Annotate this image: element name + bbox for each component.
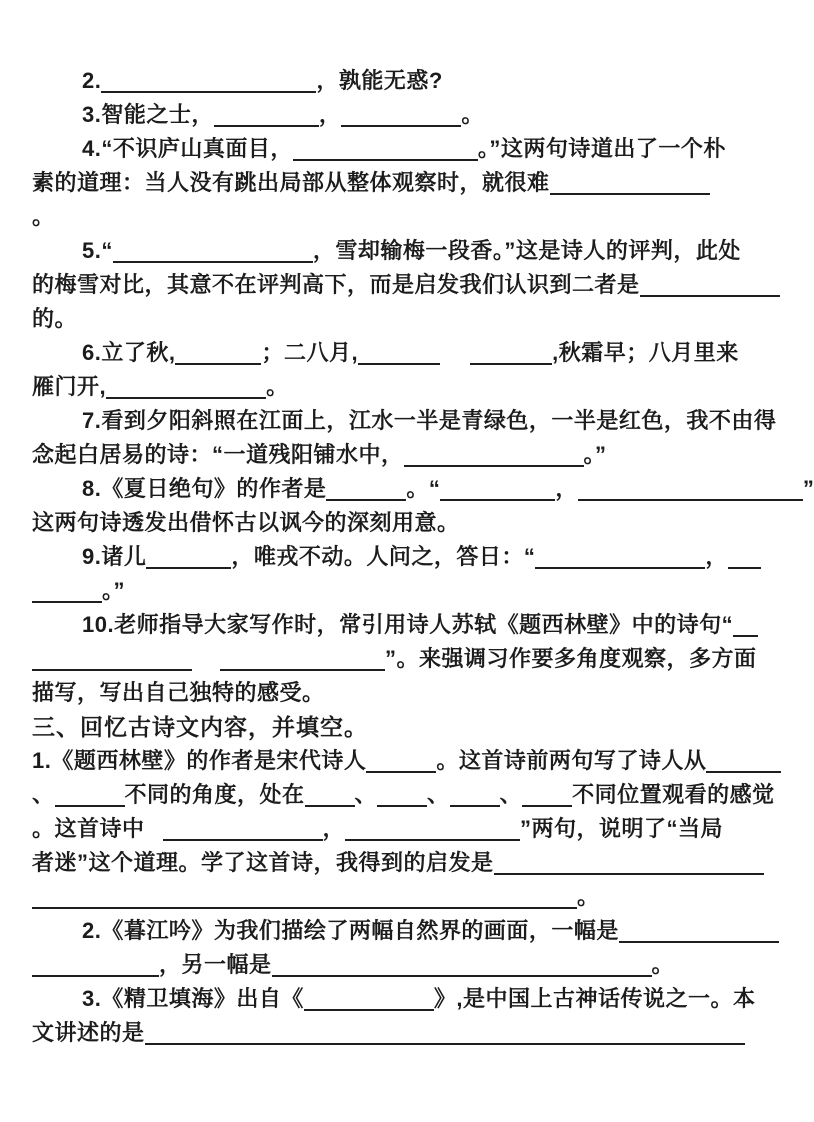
fill-in-blank-underline	[733, 625, 758, 637]
document-line	[32, 200, 777, 234]
text-run: 。	[266, 374, 289, 399]
document-line	[32, 404, 777, 438]
text-run: ，	[555, 476, 578, 501]
fill-in-blank-underline	[220, 659, 385, 671]
fill-in-blank-underline	[535, 557, 705, 569]
fill-in-blank-underline	[470, 353, 552, 365]
document-line	[32, 166, 777, 200]
text-run: 。“	[406, 476, 441, 501]
fill-in-blank-underline	[640, 285, 780, 297]
fill-in-blank-underline	[146, 557, 231, 569]
text-run: 10.老师指导大家写作时，常引用诗人苏轼《题西林壁》中的诗句“	[82, 612, 734, 637]
document-line	[32, 302, 777, 336]
fill-in-blank-underline	[522, 795, 572, 807]
document-line	[32, 336, 777, 370]
fill-in-blank-underline	[728, 557, 761, 569]
document-line	[32, 608, 777, 642]
text-run: ，	[705, 544, 728, 569]
fill-in-blank-underline	[32, 897, 577, 909]
document-line	[32, 234, 777, 268]
text-run: 3.智能之士，	[82, 102, 214, 127]
text-run: 不同位置观看的感觉	[572, 782, 775, 807]
text-run: ；二八月,	[261, 340, 359, 365]
text-run: ,秋霜早；八月里来	[552, 340, 739, 365]
text-run: ，	[318, 102, 342, 127]
gap-spacer	[440, 356, 470, 360]
text-run: 念起白居易的诗：“一道残阳铺水中，	[32, 442, 404, 467]
fill-in-blank-underline	[214, 115, 319, 127]
fill-in-blank-underline	[404, 455, 584, 467]
fill-in-blank-underline	[113, 251, 313, 263]
fill-in-blank-underline	[550, 183, 710, 195]
text-run: 文讲述的是	[32, 1020, 145, 1045]
text-run: 5.“	[82, 238, 113, 263]
text-run: 、	[427, 782, 450, 807]
text-run: 这两句诗透发出借怀古以讽今的深刻用意。	[32, 510, 460, 535]
document-line	[32, 846, 777, 880]
worksheet-page	[32, 64, 814, 1050]
text-run: ，	[322, 816, 346, 841]
text-run: 。”	[102, 578, 126, 603]
fill-in-blank-underline	[578, 489, 803, 501]
fill-in-blank-underline	[55, 795, 125, 807]
text-run: 。	[461, 102, 484, 127]
fill-in-blank-underline	[345, 829, 520, 841]
text-run: 。这首诗中	[32, 816, 145, 841]
document-line	[32, 778, 777, 812]
text-run: 。	[577, 884, 600, 909]
text-run: 的梅雪对比，其意不在评判高下，而是启发我们认识到二者是	[32, 272, 640, 297]
text-run: 描写，写出自己独特的感受。	[32, 680, 325, 705]
text-run: 者迷”这个道理。学了这首诗，我得到的启发是	[32, 850, 494, 875]
fill-in-blank-underline	[272, 965, 652, 977]
text-run: 、	[32, 782, 55, 807]
document-line	[32, 370, 777, 404]
fill-in-blank-underline	[145, 1033, 745, 1045]
fill-in-blank-underline	[341, 115, 461, 127]
fill-in-blank-underline	[293, 149, 478, 161]
fill-in-blank-underline	[101, 81, 316, 93]
text-run: 2.	[82, 68, 102, 93]
fill-in-blank-underline	[440, 489, 555, 501]
document-line	[32, 506, 777, 540]
document-line	[32, 948, 777, 982]
text-run: 。	[651, 952, 675, 977]
text-run: 、	[499, 782, 523, 807]
fill-in-blank-underline	[494, 863, 764, 875]
document-line	[32, 574, 777, 608]
text-run: ”	[802, 476, 814, 501]
text-run: 2.《暮江吟》为我们描绘了两幅自然界的画面，一幅是	[82, 918, 619, 943]
fill-in-blank-underline	[366, 761, 436, 773]
document-line	[32, 438, 777, 472]
gap-spacer	[145, 832, 163, 836]
document-line	[32, 98, 777, 132]
text-run: 。”这两句诗道出了一个朴	[477, 136, 726, 161]
text-run: 素的道理：当人没有跳出局部从整体观察时，就很难	[32, 170, 550, 195]
text-run: 3.《精卫填海》出自《	[82, 986, 304, 1011]
document-line	[32, 472, 814, 506]
fill-in-blank-underline	[377, 795, 427, 807]
fill-in-blank-underline	[304, 999, 434, 1011]
fill-in-blank-underline	[32, 591, 102, 603]
document-line	[32, 1016, 777, 1050]
fill-in-blank-underline	[450, 795, 500, 807]
text-run: 。	[32, 204, 55, 229]
text-run: 4.“不识庐山真面目，	[82, 136, 293, 161]
fill-in-blank-underline	[706, 761, 781, 773]
gap-spacer	[192, 662, 220, 666]
document-line	[32, 880, 777, 914]
fill-in-blank-underline	[163, 829, 323, 841]
document-line	[32, 64, 777, 98]
document-line	[32, 642, 777, 676]
fill-in-blank-underline	[305, 795, 355, 807]
section-heading	[32, 710, 777, 744]
text-run: ，另一幅是	[159, 952, 272, 977]
text-run: 雁门开,	[32, 374, 107, 399]
text-run: ”。来强调习作要多角度观察，多方面	[385, 646, 757, 671]
fill-in-blank-underline	[32, 965, 159, 977]
text-run: 不同的角度，处在	[124, 782, 305, 807]
fill-in-blank-underline	[175, 353, 261, 365]
text-run: 》,是中国上古神话传说之一。本	[433, 986, 756, 1011]
document-line	[32, 268, 777, 302]
fill-in-blank-underline	[106, 387, 266, 399]
document-line	[32, 540, 777, 574]
fill-in-blank-underline	[619, 931, 779, 943]
text-run: 、	[354, 782, 378, 807]
text-run: ，唯戎不动。人问之，答日：“	[231, 544, 536, 569]
document-line	[32, 812, 777, 846]
text-run: 1.《题西林壁》的作者是宋代诗人	[32, 748, 367, 773]
text-run: 7.看到夕阳斜照在江面上，江水一半是青绿色，一半是红色，我不由得	[82, 408, 777, 433]
document-line	[32, 982, 777, 1016]
text-run: ，雪却输梅一段香。”这是诗人的评判，此处	[312, 238, 741, 263]
text-run: 6.立了秋,	[82, 340, 176, 365]
text-run: 的。	[32, 306, 78, 331]
text-run: ”两句，说明了“当局	[520, 816, 724, 841]
text-run: ，孰能无惑?	[316, 68, 443, 93]
fill-in-blank-underline	[32, 659, 192, 671]
fill-in-blank-underline	[358, 353, 440, 365]
document-line	[32, 914, 777, 948]
text-run: 。这首诗前两句写了诗人从	[436, 748, 707, 773]
text-run: 9.诸儿	[82, 544, 147, 569]
document-line	[32, 132, 777, 166]
text-run: 三、回忆古诗文内容，并填空。	[32, 714, 368, 740]
text-run: 8.《夏日绝句》的作者是	[82, 476, 327, 501]
text-run: 。”	[583, 442, 607, 467]
document-line	[32, 744, 777, 778]
document-line	[32, 676, 777, 710]
fill-in-blank-underline	[326, 489, 406, 501]
